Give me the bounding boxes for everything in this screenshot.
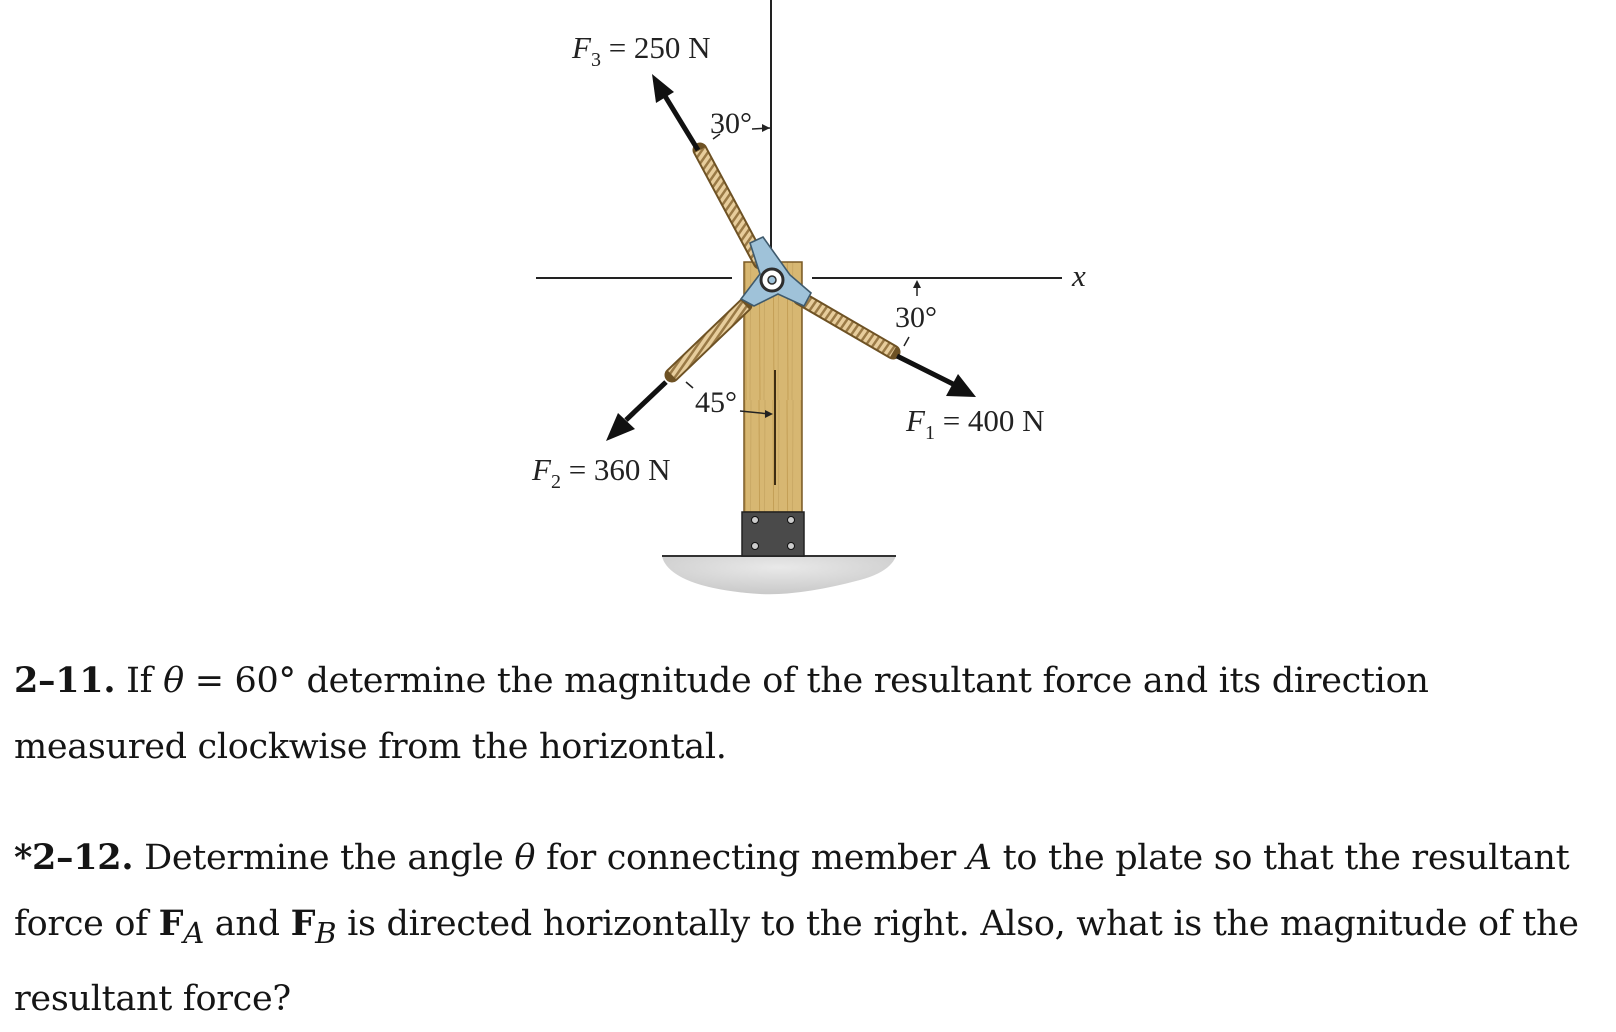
angle-arc-left — [686, 382, 693, 388]
problem-2-11 — [14, 648, 1596, 780]
bolt-icon — [752, 543, 759, 550]
problem-2-12 — [14, 825, 1596, 1032]
theta-symbol: θ — [163, 661, 184, 701]
ground — [662, 556, 896, 594]
angle-tick-icon — [762, 124, 770, 132]
pin-center — [768, 276, 776, 284]
problem-text: = 60° determine the magnitude of the resultant force and its direction measured clockwise from the horizontal. — [14, 661, 1429, 767]
problem-number: *2–12. — [14, 837, 134, 878]
angle-label-top: 30° — [710, 107, 752, 140]
angle-tick-icon — [913, 280, 921, 288]
arrowhead-f3-icon — [652, 74, 674, 103]
problem-text: is directed horizontally to the right. Also, what is the magnitude of the resultant force? — [14, 904, 1579, 1019]
bolt-icon — [788, 517, 795, 524]
bolt-icon — [788, 543, 795, 550]
force-symbol-fb: F — [290, 903, 316, 944]
problem-text: for connecting member — [535, 838, 967, 878]
force-arrow-f2 — [626, 382, 666, 420]
axis-x-label: x — [1072, 258, 1086, 293]
force-symbol-fa: F — [158, 903, 184, 944]
theta-symbol: θ — [514, 838, 536, 878]
subscript-b: B — [315, 916, 337, 950]
problem-text: Determine the angle — [133, 838, 515, 878]
member-symbol: A — [966, 838, 992, 878]
label-f1: $F_1 = 400$ N — [906, 403, 1045, 444]
problem-text: to the plate so that the resultant force of — [14, 838, 1570, 944]
force-arrow-f1 — [897, 356, 953, 384]
angle-label-left: 45° — [695, 386, 737, 419]
angle-arc-right-low — [904, 337, 909, 346]
problem-number: 2–11. — [14, 660, 116, 701]
problem-text: If — [115, 661, 164, 701]
label-f2: $F_2 = 360$ N — [532, 452, 671, 493]
rope-f2-fill — [672, 305, 745, 375]
angle-label-right: 30° — [895, 301, 937, 334]
label-f3: $F_3 = 250$ N — [572, 30, 711, 71]
bolt-icon — [752, 517, 759, 524]
problem-text: and — [203, 904, 291, 944]
force-arrow-f3 — [665, 96, 698, 150]
rope-f1-fill — [800, 298, 893, 352]
subscript-a: A — [183, 916, 204, 950]
